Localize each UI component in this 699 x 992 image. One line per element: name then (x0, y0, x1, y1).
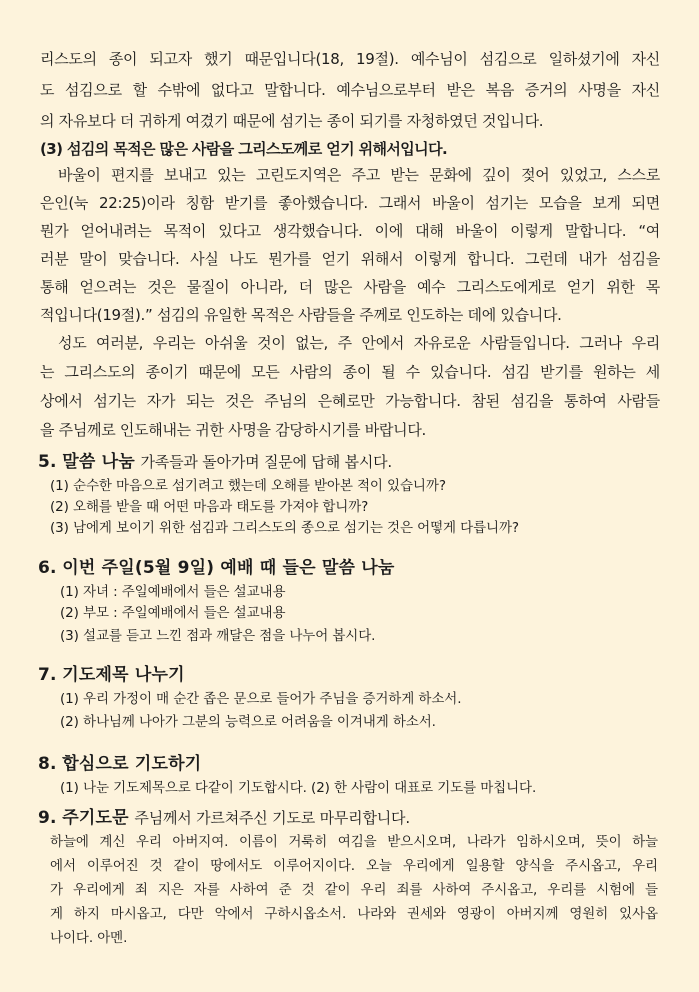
section-number: 5. (38, 452, 57, 472)
body-line: 성도 여러분, 우리는 아쉬울 것이 없는, 주 안에서 자유로운 사람들입니다. 그러나 우리 (58, 334, 660, 352)
section-7-heading (38, 664, 185, 686)
prayer-line: 가 우리에게 죄 지은 자를 사하여 준 것 같이 우리 죄를 사하여 주시옵고, 우리를 시험에 들 (50, 882, 658, 898)
section-number: 9. (38, 808, 57, 828)
body-line: 바울이 편지를 보내고 있는 고린도지역은 주고 받는 문화에 깊이 젖어 있었고, 스스로 (58, 166, 660, 184)
section-number: 6. (38, 558, 57, 578)
prayer-line: 게 하지 마시옵고, 다만 악에서 구하시옵소서. 나라와 권세와 영광이 아버지께 영원히 있사옵 (50, 906, 658, 922)
section-8-heading (38, 753, 201, 775)
section-9-heading (38, 807, 410, 829)
list-item: (1) 나눈 기도제목으로 다같이 기도합시다. (2) 한 사람이 대표로 기도를 마칩니다. (60, 780, 537, 796)
question-item: (2) 오해를 받을 때 어떤 마음과 태도를 가져야 합니까? (50, 499, 369, 515)
section-title: 주기도문 (62, 808, 129, 828)
body-line: 을 주님께로 인도해내는 귀한 사명을 감당하시기를 바랍니다. (40, 421, 427, 439)
section-title: 말씀 나눔 (62, 452, 135, 472)
body-line: 적입니다(19절).” 섬김의 유일한 목적은 사람들을 주께로 인도하는 데에 있습니다. (40, 306, 562, 324)
section-subtitle: 주님께서 가르쳐주신 기도로 마무리합니다. (134, 809, 410, 827)
question-item: (3) 남에게 보이기 위한 섬김과 그리스도의 종으로 섬기는 것은 어떻게 다릅니까? (50, 520, 519, 536)
question-item: (1) 순수한 마음으로 섬기려고 했는데 오해를 받아본 적이 있습니까? (50, 478, 446, 494)
section-number: 8. (38, 754, 57, 774)
section-5-heading (38, 451, 392, 473)
body-line: 통해 얻으려는 것은 물질이 아니라, 더 많은 사람을 예수 그리스도에게로 얻기 위한 목 (40, 278, 660, 296)
body-line: 는 그리스도의 종이기 때문에 모든 사람의 종이 될 수 있습니다. 섬김 받기를 원하는 세 (40, 363, 660, 381)
section-subtitle: 가족들과 돌아가며 질문에 답해 봅시다. (140, 453, 392, 471)
body-line: 은인(눅 22:25)이라 칭함 받기를 좋아했습니다. 그래서 바울이 섬기는 모습을 보게 되면 (40, 194, 660, 212)
section-title: 기도제목 나누기 (62, 665, 185, 685)
section-number: 7. (38, 665, 57, 685)
prayer-line: 하늘에 계신 우리 아버지여. 이름이 거룩히 여김을 받으시오며, 나라가 임하시오며, 뜻이 하늘 (50, 834, 658, 850)
list-item: (1) 자녀 : 주일예배에서 들은 설교내용 (60, 584, 286, 600)
prayer-topic-item: (1) 우리 가정이 매 순간 좁은 문으로 들어가 주님을 증거하게 하소서. (60, 691, 462, 707)
prayer-line: 나이다. 아멘. (50, 930, 128, 946)
body-line: 도 섬김으로 할 수밖에 없다고 말합니다. 예수님으로부터 받은 복음 증거의 사명을 자신 (40, 81, 660, 99)
body-line: 러분 말이 맞습니다. 사실 나도 뭔가를 얻기 위해서 이렇게 합니다. 그런데 내가 섬김을 (40, 250, 660, 268)
prayer-topic-item: (2) 하나님께 나아가 그분의 능력으로 어려움을 이겨내게 하소서. (60, 714, 436, 730)
list-item: (3) 설교를 듣고 느낀 점과 깨달은 점을 나누어 봅시다. (60, 628, 376, 644)
section-6-heading (38, 557, 394, 579)
list-item: (2) 부모 : 주일예배에서 들은 설교내용 (60, 605, 286, 621)
body-line: 리스도의 종이 되고자 했기 때문입니다(18, 19절). 예수님이 섬김으로 일하셨기에 자신 (40, 50, 660, 68)
section-title: 합심으로 기도하기 (62, 754, 202, 774)
point-heading: (3) 섬김의 목적은 많은 사람을 그리스도께로 얻기 위해서입니다. (40, 140, 448, 158)
section-title: 이번 주일(5월 9일) 예배 때 들은 말씀 나눔 (62, 558, 395, 578)
body-line: 상에서 섬기는 자가 되는 것은 주님의 은혜로만 가능합니다. 참된 섬김을 통하여 사람들 (40, 392, 660, 410)
prayer-line: 에서 이루어진 것 같이 땅에서도 이루어지이다. 오늘 우리에게 일용할 양식을 주시옵고, 우리 (50, 858, 658, 874)
body-line: 뭔가 얻어내려는 목적이 있다고 생각했습니다. 이에 대해 바울이 이렇게 말합니다. “여 (40, 222, 660, 240)
body-line: 의 자유보다 더 귀하게 여겼기 때문에 섬기는 종이 되기를 자청하였던 것입니다. (40, 112, 544, 130)
